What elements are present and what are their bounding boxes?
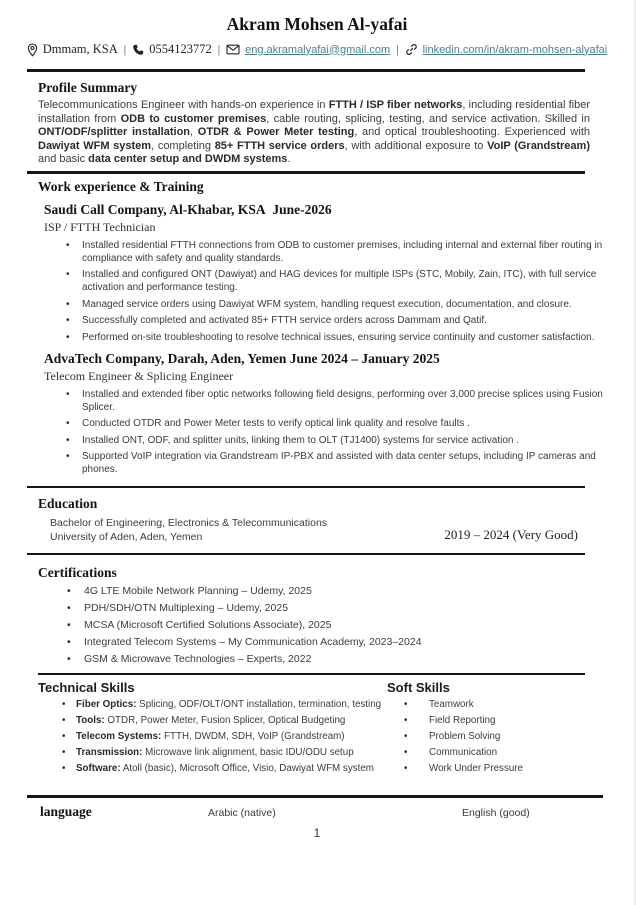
section-title-profile-summary: Profile Summary (38, 80, 138, 95)
profile-summary-text: Telecommunications Engineer with hands-on experience in FTTH / ISP fiber networks, including residential fiber installation from ODB to customer premises, cable routing, splicing, testing, and service activation. Skilled in ONT/ODF/splitter installation, OTDR & Power Meter testing, and optical troubleshooting. Experienced with Dawiyat WFM system, completing 85+ FTTH service orders, with additional exposure to VoIP (Grandstream) and basic data center setup and DWDM systems. (38, 99, 590, 165)
list-item: • Conducted OTDR and Power Meter tests to verify optical link quality and resolve faults . (82, 417, 604, 430)
chain-link-icon (405, 43, 418, 56)
phone-icon (132, 44, 144, 56)
list-item: • Managed service orders using Dawiyat WFM system, handling request execution, documentation, and closure. (82, 298, 604, 311)
contact-phone-text: 0554123772 (149, 42, 212, 56)
list-item: • Work Under Pressure (429, 762, 634, 776)
soft-skills-list (387, 698, 634, 776)
skills-columns (0, 673, 634, 778)
envelope-icon (226, 44, 240, 55)
job-bullet-list (0, 388, 604, 477)
list-item: • MCSA (Microsoft Certified Solutions Associate), 2025 (84, 619, 604, 633)
divider (27, 171, 585, 174)
list-item: • Installed residential FTTH connections from ODB to customer premises, including internal and external fiber routing in compliance with safety and quality standards. (82, 239, 604, 265)
education-dates: 2019 – 2024 (Very Good) (444, 527, 578, 542)
language-arabic: Arabic (native) (208, 806, 276, 819)
divider (27, 795, 603, 798)
language-row (40, 804, 634, 820)
section-title-work-experience: Work experience & Training (38, 178, 204, 194)
list-item: • Installed and configured ONT (Dawiyat) and HAG devices for multiple ISPs (STC, Mobily, Zain, ITC), with full service activation and performance testing. (82, 268, 604, 294)
job-bullet-list (0, 239, 604, 344)
list-item: • GSM & Microwave Technologies – Experts, 2022 (84, 653, 604, 667)
contact-email (226, 44, 390, 56)
divider (27, 69, 585, 72)
education-entry (50, 516, 578, 544)
linkedin-link[interactable]: linkedin.com/in/akram-mohsen-alyafai (422, 43, 608, 56)
job-role: ISP / FTTH Technician (44, 219, 156, 234)
list-item: • Supported VoIP integration via Grandstream IP-PBX and assisted with data center setups, including IP cameras and phones. (82, 450, 604, 476)
divider (27, 553, 585, 555)
list-item: • Telecom Systems: FTTH, DWDM, SDH, VoIP (Grandstream) (76, 730, 387, 744)
technical-skills-list (0, 698, 387, 776)
list-item: • Software: Atoll (basic), Microsoft Office, Visio, Dawiyat WFM system (76, 762, 387, 776)
list-item: • Installed ONT, ODF, and splitter units, linking them to OLT (TJ1400) systems for service activation . (82, 434, 604, 447)
job-company-line: AdvaTech Company, Darah, Aden, Yemen June 2024 – January 2025 (44, 350, 440, 366)
soft-skills-column (387, 673, 634, 778)
contact-separator: | (217, 42, 221, 56)
page-title: Akram Mohsen Al-yafai (226, 14, 408, 34)
contact-location-text: Dmmam, KSA (42, 42, 118, 56)
list-item: • Teamwork (429, 698, 634, 712)
divider (38, 673, 387, 675)
contact-separator: | (123, 42, 127, 56)
certification-list (0, 585, 604, 667)
education-details (50, 516, 327, 544)
list-item: • Installed and extended fiber optic networks following field designs, performing over 3,000 precise splices using Fusion Splicer. (82, 388, 604, 414)
list-item: • Tools: OTDR, Power Meter, Fusion Splicer, Optical Budgeting (76, 714, 387, 728)
language-english: English (good) (462, 806, 530, 819)
list-item: • Integrated Telecom Systems – My Communication Academy, 2023–2024 (84, 636, 604, 650)
divider (387, 673, 585, 675)
section-title-soft-skills: Soft Skills (387, 679, 450, 695)
list-item: • 4G LTE Mobile Network Planning – Udemy, 2025 (84, 585, 604, 599)
education-university: University of Aden, Aden, Yemen (50, 531, 203, 543)
list-item: • PDH/SDH/OTN Multiplexing – Udemy, 2025 (84, 602, 604, 616)
page-number: 1 (313, 825, 321, 840)
location-pin-icon (27, 43, 38, 57)
contact-location (27, 42, 118, 57)
contact-bar (0, 42, 634, 57)
contact-separator: | (396, 42, 399, 56)
email-link[interactable]: eng.akramalyafai@gmail.com (245, 43, 391, 56)
section-title-education: Education (38, 496, 98, 511)
list-item: • Communication (429, 746, 634, 760)
list-item: • Problem Solving (429, 730, 634, 744)
contact-phone (132, 42, 212, 57)
section-title-technical-skills: Technical Skills (38, 679, 135, 695)
contact-linkedin (405, 43, 608, 56)
list-item: • Fiber Optics: Splicing, ODF/OLT/ONT installation, termination, testing (76, 698, 387, 712)
list-item: • Transmission: Microwave link alignment, basic IDU/ODU setup (76, 746, 387, 760)
job-role: Telecom Engineer & Splicing Engineer (44, 368, 234, 383)
job-company-line: Saudi Call Company, Al-Khabar, KSA June-2026 (44, 201, 332, 217)
divider (27, 486, 585, 488)
list-item: • Field Reporting (429, 714, 634, 728)
list-item: • Performed on-site troubleshooting to resolve technical issues, ensuring service continuity and customer satisfaction. (82, 331, 604, 344)
technical-skills-column (0, 673, 387, 778)
education-degree: Bachelor of Engineering, Electronics & Telecommunications (50, 517, 328, 529)
list-item: • Successfully completed and activated 85+ FTTH service orders across Dammam and Qatif. (82, 314, 604, 327)
section-title-language: language (40, 803, 92, 819)
section-title-certifications: Certifications (38, 565, 117, 580)
